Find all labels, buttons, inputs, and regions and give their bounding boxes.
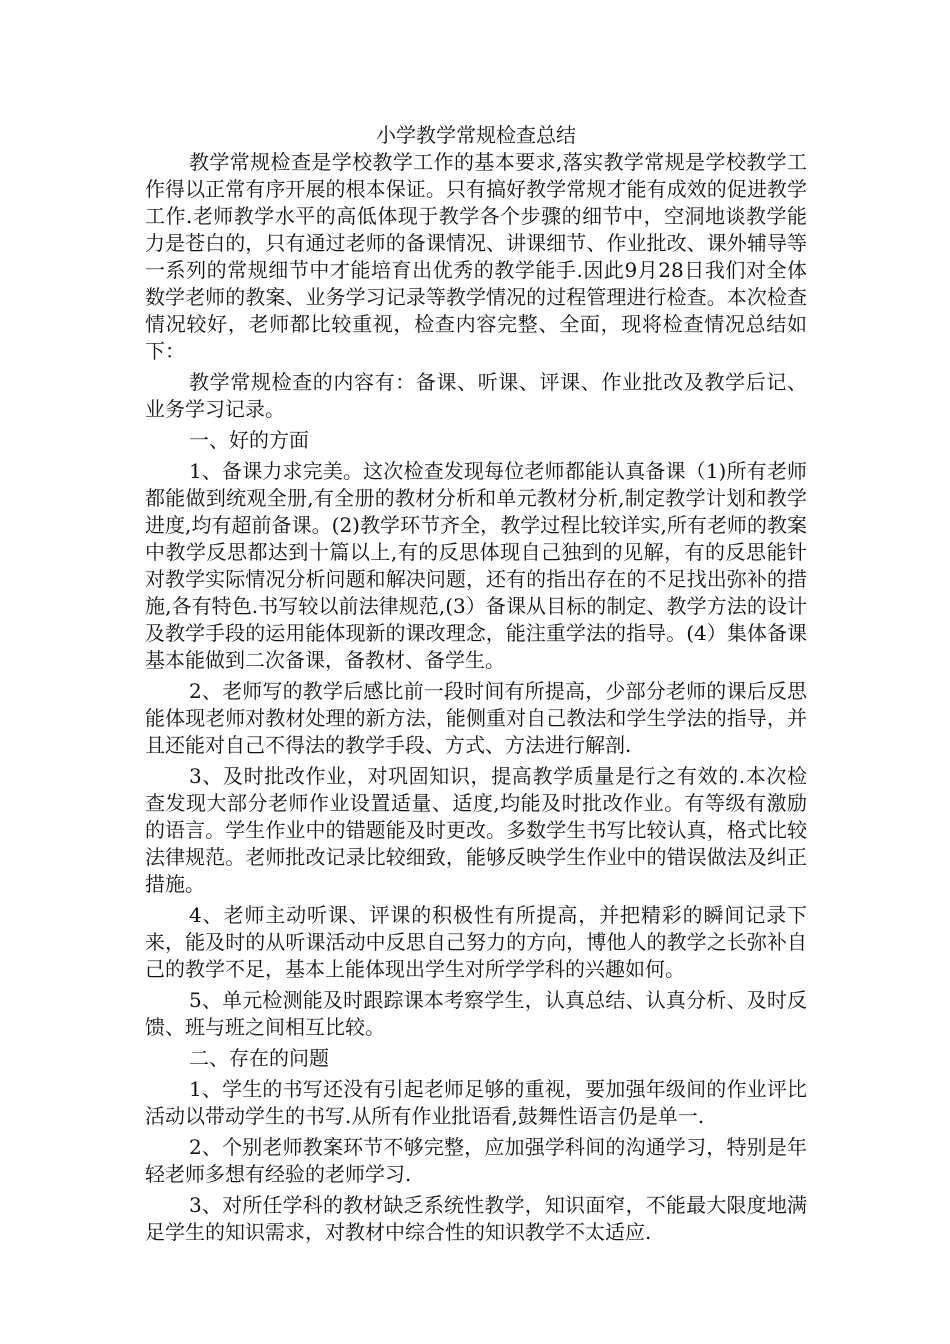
section-heading-strengths: 一、好的方面 [189,428,309,452]
problem-item-3: 3、对所任学科的教材缺乏系统性教学，知识面窄，不能最大限度地满足学生的知识需求，对教材中综合性的知识教学不太适应. [145,1193,807,1244]
problem-item-2: 2、个别老师教案环节不够完整，应加强学科间的沟通学习，特别是年轻老师多想有经验的老师学习. [145,1135,807,1186]
document-title: 小学教学常规检查总结 [376,123,576,147]
strength-item-4: 4、老师主动听课、评课的积极性有所提高，并把精彩的瞬间记录下来，能及时的从听课活动中反思自己努力的方向，博他人的教学之长弥补自己的教学不足，基本上能体现出学生对所学学科的兴趣如何。 [145,903,807,981]
section-heading-problems: 二、存在的问题 [189,1046,329,1070]
content-paragraph: 教学常规检查的内容有：备课、听课、评课、作业批改及教学后记、业务学习记录。 [145,370,807,421]
strength-item-3: 3、及时批改作业，对巩固知识，提高教学质量是行之有效的.本次检查发现大部分老师作业设置适量、适度,均能及时批改作业。有等级有激励的语言。学生作业中的错题能及时更改。多数学生书写比较认真，格式比较法律规范。老师批改记录比较细致，能够反映学生作业中的错误做法及纠正措施。 [145,764,807,896]
strength-item-1: 1、备课力求完美。这次检查发现每位老师都能认真备课（1)所有老师都能做到统观全册,有全册的教材分析和单元教材分析,制定教学计划和教学进度,均有超前备课。(2)教学环节齐全，教学过程比较详实,所有老师的教案中教学反思都达到十篇以上,有的反思体现自己独到的见解，有的反思能针对教学实际情况分析问题和解决问题，还有的指出存在的不足找出弥补的措施,各有特色.书写较以前法律规范,(3）备课从目标的制定、教学方法的设计及教学手段的运用能体现新的课改理念，能注重学法的指导。(4）集体备课基本能做到二次备课，备教材、备学生。 [145,459,807,672]
intro-paragraph: 教学常规检查是学校教学工作的基本要求,落实教学常规是学校教学工作得以正常有序开展的根本保证。只有搞好教学常规才能有成效的促进教学工作.老师教学水平的高低体现于教学各个步骤的细节中，空洞地谈教学能力是苍白的，只有通过老师的备课情况、讲课细节、作业批改、课外辅导等一系列的常规细节中才能培育出优秀的教学能手.因此9月28日我们对全体数学老师的教案、业务学习记录等教学情况的过程管理进行检查。本次检查情况较好，老师都比较重视，检查内容完整、全面，现将检查情况总结如下： [145,150,807,363]
document-body [145,122,807,1246]
problem-item-1: 1、学生的书写还没有引起老师足够的重视，要加强年级间的作业评比活动以带动学生的书写.从所有作业批语看,鼓舞性语言仍是单一. [145,1077,807,1128]
strength-item-2: 2、老师写的教学后感比前一段时间有所提高，少部分老师的课后反思能体现老师对教材处理的新方法，能侧重对自己教法和学生学法的指导，并且还能对自己不得法的教学手段、方式、方法进行解剖. [145,679,807,757]
strength-item-5: 5、单元检测能及时跟踪课本考察学生，认真总结、认真分析、及时反馈、班与班之间相互比较。 [145,988,807,1039]
